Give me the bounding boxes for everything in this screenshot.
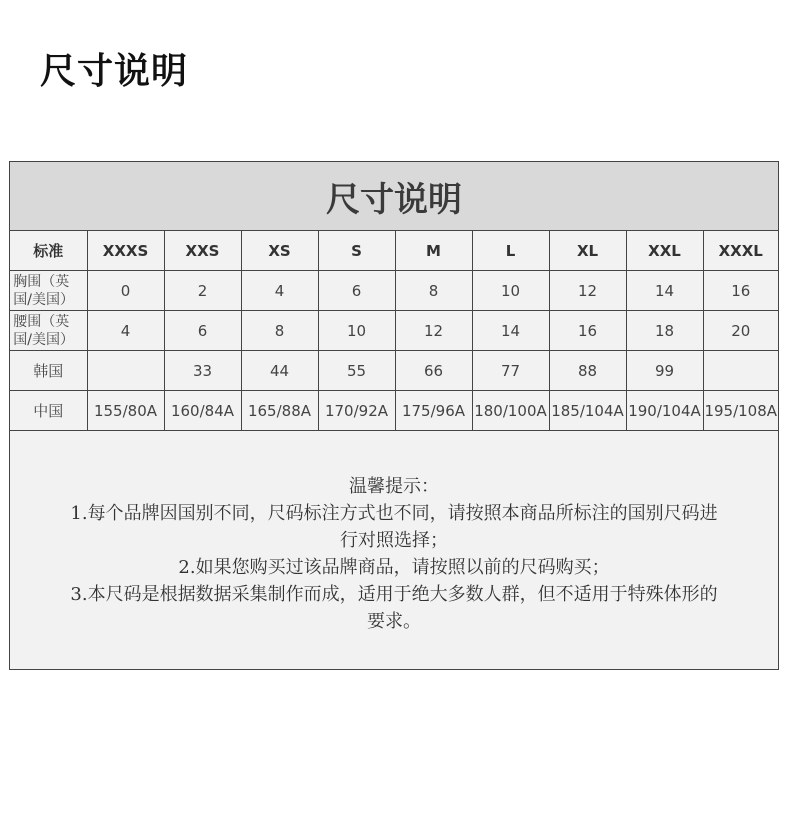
tips-section: [10, 431, 778, 635]
table-cell: 20: [703, 311, 778, 351]
page-title: 尺寸说明: [40, 51, 189, 92]
table-cell: 4: [87, 311, 164, 351]
table-cell: 44: [241, 351, 318, 391]
header-cell-size: L: [472, 231, 549, 271]
table-cell: 16: [549, 311, 626, 351]
tips-item: 3.本尺码是根据数据采集制作而成，适用于绝大多数人群，但不适用于特殊体形的要求。: [70, 584, 718, 632]
header-cell-size: XS: [241, 231, 318, 271]
table-cell: 165/88A: [241, 391, 318, 431]
table-cell: 55: [318, 351, 395, 391]
table-cell: 14: [626, 271, 703, 311]
size-table: [10, 231, 778, 431]
tips-item: 2.如果您购买过该品牌商品，请按照以前的尺码购买；: [178, 557, 610, 578]
table-cell: 8: [395, 271, 472, 311]
table-cell: 18: [626, 311, 703, 351]
row-label-chest: [10, 271, 87, 311]
table-row: [10, 271, 778, 311]
row-label-korea: 韩国: [10, 351, 87, 391]
table-cell: 185/104A: [549, 391, 626, 431]
header-cell-size: XXL: [626, 231, 703, 271]
table-cell: 14: [472, 311, 549, 351]
size-chart-panel: [9, 161, 779, 670]
table-cell: [703, 351, 778, 391]
table-row: [10, 351, 778, 391]
table-cell: 175/96A: [395, 391, 472, 431]
header-cell-size: XXS: [164, 231, 241, 271]
row-label-china: 中国: [10, 391, 87, 431]
table-cell: 12: [549, 271, 626, 311]
table-cell: 77: [472, 351, 549, 391]
header-cell-size: XXXS: [87, 231, 164, 271]
table-cell: 8: [241, 311, 318, 351]
table-cell: 12: [395, 311, 472, 351]
header-cell-size: S: [318, 231, 395, 271]
tips-item: 1.每个品牌因国别不同，尺码标注方式也不同，请按照本商品所标注的国别尺码进行对照选择；: [70, 503, 718, 551]
table-cell: 66: [395, 351, 472, 391]
row-label-waist: [10, 311, 87, 351]
table-cell: 2: [164, 271, 241, 311]
row-label-text: 腰围（英国/美国）: [13, 313, 74, 348]
table-header-row: [10, 231, 778, 271]
table-cell: 0: [87, 271, 164, 311]
size-chart-banner: 尺寸说明: [10, 162, 778, 231]
table-row: [10, 391, 778, 431]
tips-heading: 温馨提示：: [349, 476, 439, 497]
table-cell: [87, 351, 164, 391]
header-cell-standard: 标准: [10, 231, 87, 271]
table-cell: 6: [318, 271, 395, 311]
table-cell: 16: [703, 271, 778, 311]
header-cell-size: M: [395, 231, 472, 271]
table-cell: 33: [164, 351, 241, 391]
table-cell: 155/80A: [87, 391, 164, 431]
table-cell: 170/92A: [318, 391, 395, 431]
table-cell: 195/108A: [703, 391, 778, 431]
table-cell: 99: [626, 351, 703, 391]
table-cell: 4: [241, 271, 318, 311]
table-cell: 6: [164, 311, 241, 351]
table-cell: 190/104A: [626, 391, 703, 431]
table-cell: 180/100A: [472, 391, 549, 431]
table-row: [10, 311, 778, 351]
header-cell-size: XL: [549, 231, 626, 271]
header-cell-size: XXXL: [703, 231, 778, 271]
table-cell: 160/84A: [164, 391, 241, 431]
row-label-text: 胸围（英国/美国）: [13, 273, 74, 308]
table-cell: 88: [549, 351, 626, 391]
table-cell: 10: [472, 271, 549, 311]
table-cell: 10: [318, 311, 395, 351]
